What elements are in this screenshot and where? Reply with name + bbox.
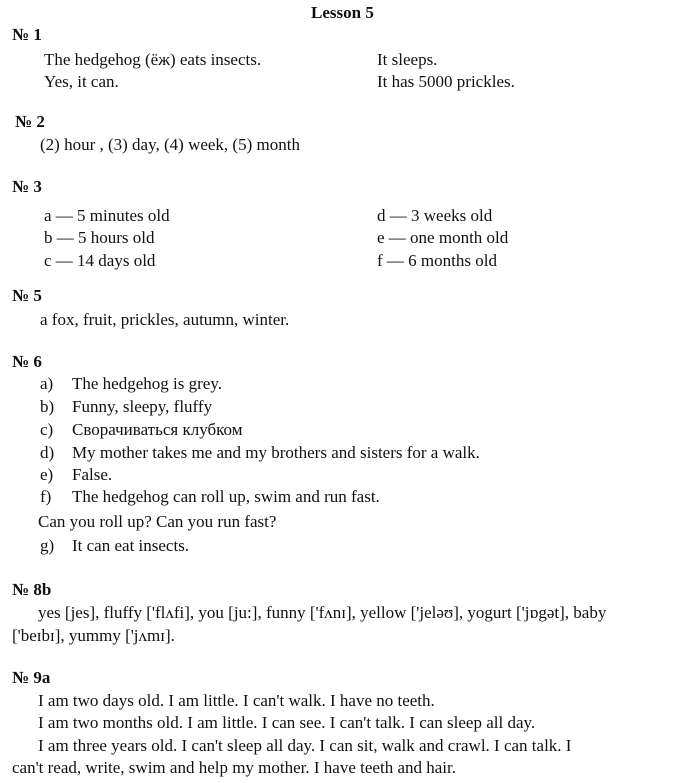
exercise-2-heading: № 2	[15, 112, 45, 131]
ex1-line: It has 5000 prickles.	[377, 72, 515, 91]
ex3-line: d — 3 weeks old	[377, 206, 493, 225]
exercise-8b-heading: № 8b	[12, 580, 52, 599]
exercise-3-heading: № 3	[12, 177, 42, 196]
ex6-item-text: It can eat insects.	[72, 536, 190, 555]
ex1-line: The hedgehog (ёж) eats insects.	[44, 50, 262, 69]
ex3-line: c — 14 days old	[44, 251, 156, 270]
ex6-item-text: Сворачиваться клубком	[72, 420, 243, 439]
ex9a-line: I am three years old. I can't sleep all day. I can sit, walk and crawl. I can talk. I	[38, 736, 572, 755]
ex6-item-text: Funny, sleepy, fluffy	[72, 397, 213, 416]
ex6-item-label: d)	[40, 443, 55, 462]
ex3-line: e — one month old	[377, 228, 509, 247]
ex9a-line: I am two days old. I am little. I can't walk. I have no teeth.	[38, 691, 435, 710]
ex3-line: a — 5 minutes old	[44, 206, 170, 225]
ex8b-line: ['beɪbɪ], yummy ['jʌmɪ].	[12, 626, 175, 645]
ex6-item-label: e)	[40, 465, 54, 484]
ex9a-line: I am two months old. I am little. I can see. I can't talk. I can sleep all day.	[38, 713, 536, 732]
ex9a-line: can't read, write, swim and help my mother. I have teeth and hair.	[12, 758, 456, 777]
ex8b-line: yes [jes], fluffy ['flʌfi], you [ju:], funny ['fʌnɪ], yellow ['jeləʊ], yogurt ['jɒgət], baby	[38, 603, 607, 622]
ex5-text: a fox, fruit, prickles, autumn, winter.	[40, 310, 290, 329]
ex6-item-text: The hedgehog can roll up, swim and run fast.	[72, 487, 380, 506]
ex6-item-label: f)	[40, 487, 52, 506]
ex6-item-label: g)	[40, 536, 55, 555]
ex6-item-text: False.	[72, 465, 113, 484]
ex6-item-text: The hedgehog is grey.	[72, 374, 222, 393]
exercise-1-heading: № 1	[12, 25, 42, 44]
ex6-item-text: My mother takes me and my brothers and sisters for a walk.	[72, 443, 480, 462]
ex6-question: Can you roll up? Can you run fast?	[38, 512, 277, 531]
ex3-line: b — 5 hours old	[44, 228, 155, 247]
ex1-line: Yes, it can.	[44, 72, 119, 91]
exercise-5-heading: № 5	[12, 286, 42, 305]
ex6-item-label: b)	[40, 397, 55, 416]
exercise-9a-heading: № 9a	[12, 668, 51, 687]
ex6-item-label: c)	[40, 420, 54, 439]
page-title: Lesson 5	[311, 3, 374, 22]
ex6-item-label: a)	[40, 374, 54, 393]
ex2-text: (2) hour , (3) day, (4) week, (5) month	[40, 135, 300, 154]
ex1-line: It sleeps.	[377, 50, 438, 69]
ex3-line: f — 6 months old	[377, 251, 497, 270]
exercise-6-heading: № 6	[12, 352, 42, 371]
